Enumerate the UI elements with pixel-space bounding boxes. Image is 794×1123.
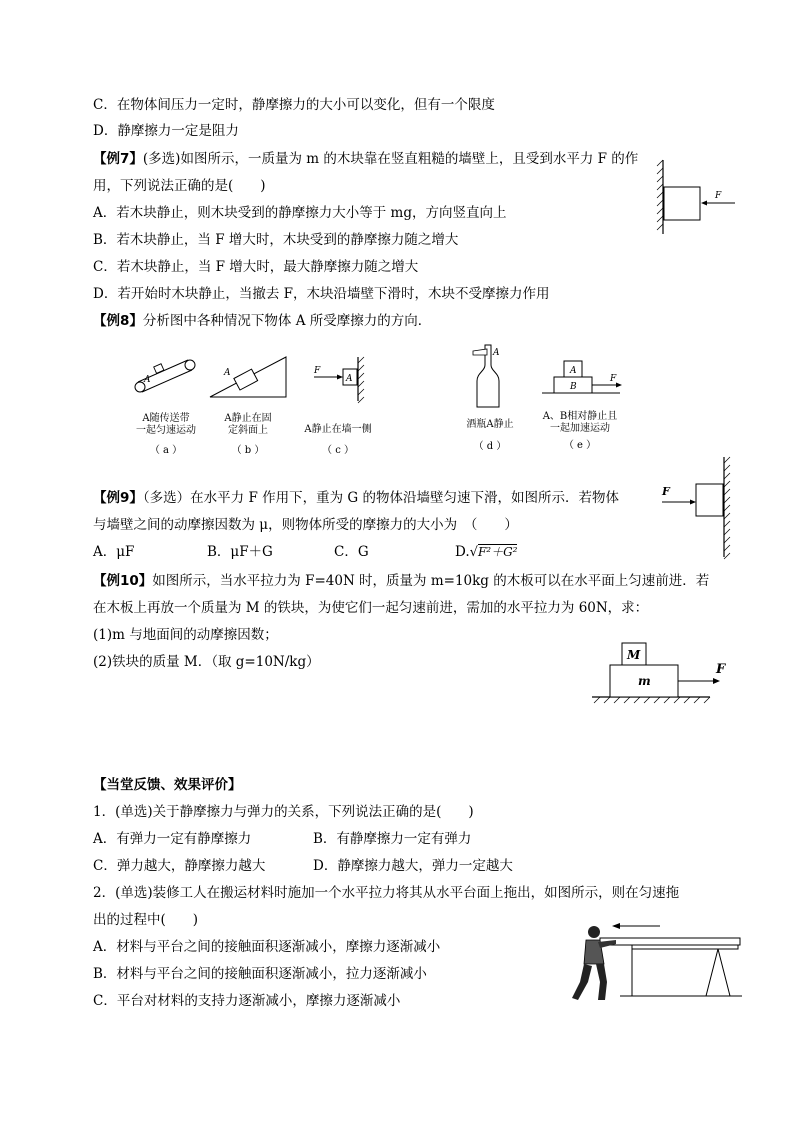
ex9-option-a: A．μF [93, 544, 135, 560]
ex7-option-c: C．若木块静止，当 F 增大时，最大静摩擦力随之增大 [93, 259, 419, 275]
fig8b-label: A [224, 368, 231, 378]
q1-option-d: D．静摩擦力越大，弹力一定越大 [313, 858, 513, 874]
force-arrowhead [713, 678, 720, 684]
fig8e-tag: （ e ） [563, 440, 597, 451]
fig8d-caption1: 酒瓶A静止 [466, 419, 514, 430]
ex9-figure [658, 455, 738, 560]
fig8b-caption2: 定斜面上 [228, 425, 268, 436]
force-label: F [662, 485, 670, 498]
ex7-question-text: (多选)如图所示，一质量为 m 的木块靠在竖直粗糙的墙壁上，且受到水平力 F 的作 [142, 151, 639, 167]
ex9-question-text: （多选）在水平力 F 作用下，重为 G 的物体沿墙壁匀速下滑，如图所示．若物体 [142, 490, 619, 506]
option-d-line: D．静摩擦力一定是阻力 [93, 123, 239, 139]
wall-hatching [657, 160, 663, 230]
block-a [154, 364, 164, 374]
fig8b-caption1: A静止在固 [224, 413, 272, 424]
force-arrowhead [701, 201, 707, 206]
q1-option-a: A．有弹力一定有静摩擦力 [93, 831, 252, 847]
worker-figure [572, 926, 616, 1000]
wood-block [664, 187, 700, 220]
fig8d-bottle [465, 343, 510, 411]
fig8e-caption1: A、B相对静止且 [542, 411, 618, 422]
platform-trestle [706, 949, 730, 996]
ex9-option-d [455, 543, 517, 562]
q1-option-c: C．弹力越大，静摩擦力越大 [93, 858, 266, 874]
wall-hatching [724, 457, 730, 559]
direction-arrowhead [612, 923, 620, 929]
force-arrowhead [337, 375, 343, 380]
platform-top [632, 945, 738, 949]
fig8e-caption2: 一起加速运动 [550, 423, 610, 434]
ex8-question [93, 312, 431, 330]
fig8c-caption1: A静止在墙一侧 [304, 424, 372, 435]
ex9-option-c: C．G [334, 544, 369, 560]
ex7-option-b: B．若木块静止，当 F 增大时，木块受到的静摩擦力随之增大 [93, 232, 459, 248]
fig8d-label: A [493, 348, 500, 358]
ex7-option-a: A．若木块静止，则木块受到的静摩擦力大小等于 mg，方向竖直向上 [93, 205, 507, 221]
fig8a-caption2: 一起匀速运动 [136, 425, 196, 436]
label-M: M [627, 648, 641, 662]
q1-stem: 1．(单选)关于静摩擦力与弹力的关系，下列说法正确的是( ) [93, 804, 474, 820]
fig8c-wall [310, 355, 372, 405]
fig8d-tag: （ d ） [473, 441, 507, 452]
ex10-question-text: 如图所示，当水平拉力为 F=40N 时，质量为 m=10kg 的木板可以在水平面上匀速前进．若 [152, 573, 710, 589]
pulley-right [185, 360, 195, 370]
force-label: F [715, 191, 722, 201]
force-arrowhead [690, 500, 696, 505]
sqrt-radicand: F²＋G² [477, 545, 518, 559]
ex10-question-line1 [93, 572, 709, 590]
ex9-tag: 【例9】 [93, 490, 143, 506]
ex8-tag: 【例8】 [93, 313, 143, 329]
ex10-part1: (1)m 与地面间的动摩擦因数； [93, 627, 278, 643]
material-board [600, 938, 740, 945]
q2-stem-line1: 2．(单选)装修工人在搬运材料时施加一个水平拉力将其从水平台面上拖出，如图所示，则在匀速拖 [93, 885, 680, 901]
fig8b-tag: （ b ） [231, 445, 265, 456]
fig8c-tag: （ c ） [322, 445, 354, 456]
fig8c-label: A [346, 374, 353, 384]
fig8a-label: A [144, 375, 151, 385]
fig8e-force-label: F [610, 374, 617, 384]
fig8c-force-label: F [314, 366, 321, 376]
ex9-option-d-label: D. [455, 544, 470, 560]
q2-option-a: A．材料与平台之间的接触面积逐渐减小，摩擦力逐渐减小 [93, 939, 441, 955]
q2-figure [560, 918, 745, 1004]
ex7-tag: 【例7】 [93, 151, 143, 167]
option-c-line: C．在物体间压力一定时，静摩擦力的大小可以变化，但有一个限度 [93, 97, 495, 113]
fig8b-incline [208, 355, 290, 400]
q2-stem-line2: 出的过程中( ) [93, 912, 199, 928]
fig8a-conveyor [130, 355, 202, 395]
fig8e-label-b: B [570, 382, 577, 392]
fig8a-caption1: A随传送带 [142, 413, 190, 424]
label-F: F [716, 662, 726, 677]
ex10-part2: (2)铁块的质量 M．（取 g=10N/kg） [93, 654, 320, 670]
ground-hatching [594, 697, 710, 703]
ex8-question-text: 分析图中各种情况下物体 A 所受摩擦力的方向． [142, 313, 432, 329]
force-arrowhead [616, 383, 622, 388]
fig8e-blocks [540, 355, 630, 400]
fig8e-label-a: A [570, 366, 577, 376]
ex7-question-line1 [93, 150, 638, 168]
ex7-question-line2: 用，下列说法正确的是( ) [93, 178, 266, 194]
ex9-question-line1 [93, 489, 619, 507]
q2-option-b: B．材料与平台之间的接触面积逐渐减小，拉力逐渐减小 [93, 966, 427, 982]
label-m: m [638, 674, 651, 688]
ex7-option-d: D．若开始时木块静止，当撤去 F，木块沿墙壁下滑时，木块不受摩擦力作用 [93, 286, 550, 302]
q1-option-b: B．有静摩擦力一定有弹力 [313, 831, 472, 847]
ex10-question-line2: 在木板上再放一个质量为 M 的铁块，为使它们一起匀速前进，需加的水平拉力为 60N，求： [93, 600, 649, 616]
feedback-title: 【当堂反馈、效果评价】 [93, 777, 242, 793]
ex9-question-line2: 与墙壁之间的动摩擦因数为 μ，则物体所受的摩擦力的大小为 （ ） [93, 517, 518, 533]
fig8a-tag: （ a ） [149, 445, 183, 456]
ex9-option-b: B．μF＋G [207, 544, 273, 560]
sqrt-sign: √ [469, 545, 478, 560]
ex7-figure [655, 158, 740, 238]
block [696, 484, 723, 516]
ex10-figure [590, 635, 740, 710]
q2-option-c: C．平台对材料的支持力逐渐减小，摩擦力逐渐减小 [93, 993, 401, 1009]
hand [473, 349, 487, 355]
ex10-tag: 【例10】 [93, 573, 153, 589]
wall-hatching [358, 357, 364, 403]
